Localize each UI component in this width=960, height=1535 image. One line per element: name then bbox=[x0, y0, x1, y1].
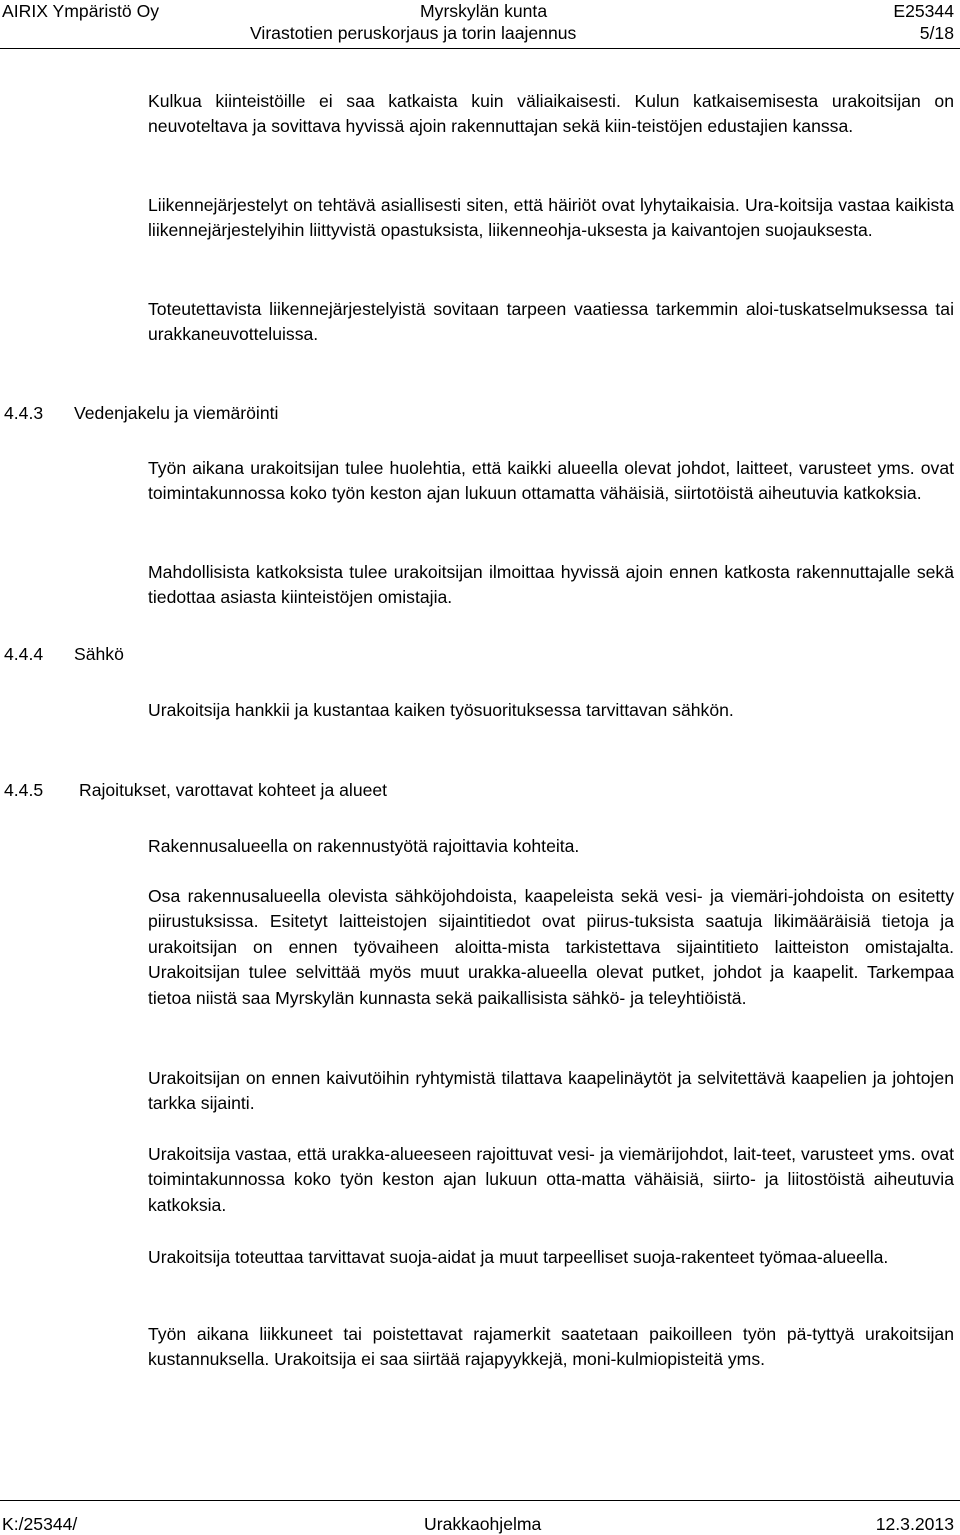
section-title: Sähkö bbox=[74, 644, 124, 664]
footer-document-name: Urakkaohjelma bbox=[424, 1514, 542, 1534]
header-project-code: E25344 bbox=[893, 1, 954, 21]
header-page-number: 5/18 bbox=[919, 23, 954, 43]
section-title: Vedenjakelu ja viemäröinti bbox=[74, 403, 279, 423]
page-header bbox=[0, 0, 960, 50]
paragraph-water-maintenance: Työn aikana urakoitsijan tulee huolehtia, että kaikki alueella olevat johdot, laitteet, varusteet yms. ovat toimintakunnossa koko työn keston ajan lukuun ottamatta vähäisiä, siirtotöistä aiheutuvia katkoksia. bbox=[148, 458, 954, 504]
paragraph-restricting-objects: Rakennusalueella on rakennustyötä rajoittavia kohteita. bbox=[148, 836, 580, 856]
paragraph-traffic-agreement: Toteutettavista liikennejärjestelyistä sovitaan tarpeen vaatiessa tarkemmin aloi-tuskatselmuksessa tai urakkaneuvotteluissa. bbox=[148, 299, 954, 345]
header-company: AIRIX Ympäristö Oy bbox=[2, 1, 160, 21]
paragraph-electricity: Urakoitsija hankkii ja kustantaa kaiken työsuorituksessa tarvittavan sähkön. bbox=[148, 700, 734, 720]
section-heading-restrictions bbox=[4, 778, 387, 803]
paragraph-adjacent-utilities: Urakoitsija vastaa, että urakka-alueeseen rajoittuvat vesi- ja viemärijohdot, lait-teet, varusteet yms. ovat toimintakunnossa koko työn keston ajan lukuun otta-matta vähäisiä, siirto- ja liitostöistä aiheutuvia katkoksia. bbox=[148, 1144, 954, 1215]
header-divider bbox=[0, 48, 960, 49]
header-project: Virastotien peruskorjaus ja torin laajennus bbox=[250, 23, 577, 43]
header-client: Myrskylän kunta bbox=[420, 1, 548, 21]
section-number: 4.4.4 bbox=[4, 644, 44, 664]
paragraph-water-outages: Mahdollisista katkoksista tulee urakoitsijan ilmoittaa hyvissä ajoin ennen katkosta rakennuttajalle sekä tiedottaa asiasta kiinteistöjen omistajia. bbox=[148, 562, 954, 608]
footer-divider bbox=[0, 1500, 960, 1501]
section-heading-electricity bbox=[4, 642, 124, 667]
section-heading-water bbox=[4, 401, 278, 426]
paragraph-traffic-arrangements: Liikennejärjestelyt on tehtävä asiallisesti siten, että häiriöt ovat lyhytaikaisia. Ura-koitsija vastaa kaikista liikennejärjestelyihin liittyvistä opastuksista, liikenneohja-uksesta ja kaivantojen suojauksesta. bbox=[148, 195, 954, 241]
footer-file-path: K:/25344/ bbox=[2, 1514, 78, 1534]
section-number: 4.4.5 bbox=[4, 780, 44, 800]
paragraph-cables-pipes: Osa rakennusalueella olevista sähköjohdoista, kaapeleista sekä vesi- ja viemäri-johdoista on esitetty piirustuksissa. Esitetyt laitteistojen sijaintitiedot ovat piirus-tuksista saatuja likimääräisiä tietoja ja urakoitsijan on ennen työvaiheen aloitta-mista tarkistettava sijaintitieto laitteiston omistajalta. Urakoitsijan tulee selvittää myös muut urakka-alueella olevat putket, johdot ja kaapelit. Tarkempaa tietoa niistä saa Myrskylän kunnasta sekä paikallisista sähkö- ja teleyhtiöistä. bbox=[148, 886, 954, 1008]
paragraph-access: Kulkua kiinteistöille ei saa katkaista kuin väliaikaisesti. Kulun katkaisemisesta urakoitsijan on neuvoteltava ja sovittava hyvissä ajoin rakennuttajan sekä kiin-teistöjen edustajien kanssa. bbox=[148, 91, 954, 137]
footer-date: 12.3.2013 bbox=[875, 1514, 954, 1534]
paragraph-cable-surveys: Urakoitsijan on ennen kaivutöihin ryhtymistä tilattava kaapelinäytöt ja selvitettävä kaapelien ja johtojen tarkka sijainti. bbox=[148, 1068, 954, 1114]
section-title: Rajoitukset, varottavat kohteet ja alueet bbox=[79, 780, 388, 800]
paragraph-protective-fences: Urakoitsija toteuttaa tarvittavat suoja-aidat ja muut tarpeelliset suoja-rakenteet työmaa-alueella. bbox=[148, 1247, 889, 1267]
section-number: 4.4.3 bbox=[4, 403, 44, 423]
paragraph-boundary-markers: Työn aikana liikkuneet tai poistettavat rajamerkit saatetaan paikoilleen työn pä-tyttyä urakoitsijan kustannuksella. Urakoitsija ei saa siirtää rajapyykkejä, moni-kulmiopisteitä yms. bbox=[148, 1324, 954, 1370]
